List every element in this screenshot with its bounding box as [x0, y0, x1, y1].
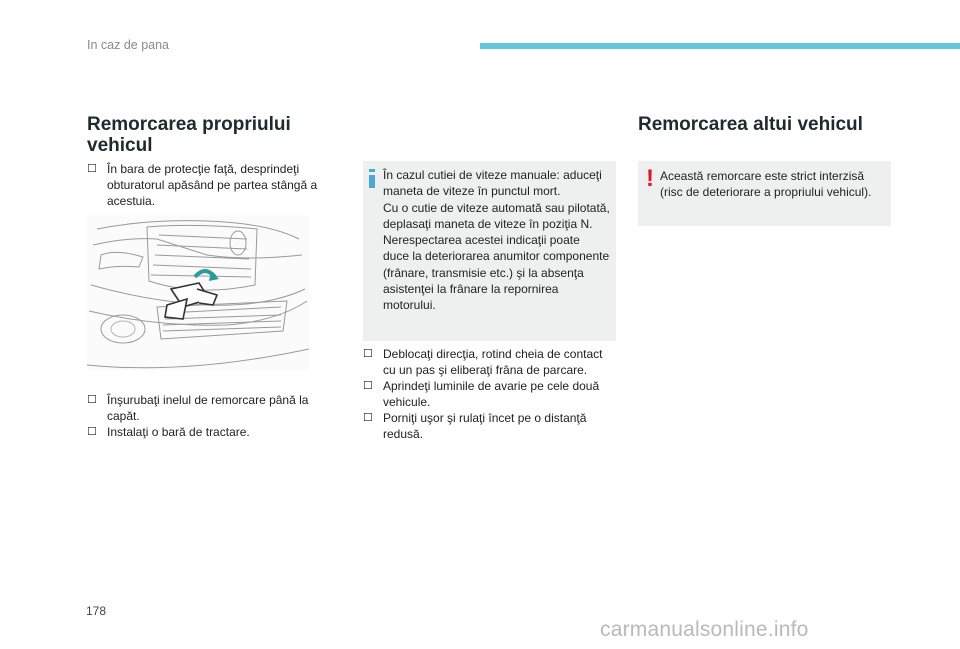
steps-bottom-list: [87, 392, 325, 440]
list-item: ☐ Înşurubaţi inelul de remorcare până la capăt.: [87, 393, 309, 423]
list-item: ☐ Instalaţi o bară de tractare.: [87, 425, 250, 439]
checkbox-bullet-icon: ☐: [363, 380, 373, 392]
list-item: ☐ Porniţi uşor şi rulaţi încet pe o distanţă redusă.: [363, 411, 587, 441]
steps-middle-list: [363, 346, 615, 442]
steps-top-list: [87, 161, 325, 209]
info-text: În cazul cutiei de viteze manuale: aduceţi maneta de viteze în punctul mort. Cu o cutie de viteze automată sau pilotată, deplasaţi maneta de viteze în poziţia N. Nerespectarea acestei indicaţii poate duce la deteriorarea anumitor componente (frânare, transmisie etc.) şi la absenţa asistenţei la frânare la repornirea motorului.: [383, 168, 610, 313]
checkbox-bullet-icon: ☐: [87, 426, 97, 438]
warning-icon: !: [646, 165, 654, 192]
warning-text: Această remorcare este strict interzisă (risc de deteriorare a propriului vehicul).: [660, 169, 872, 200]
section-accent-bar: [480, 43, 960, 49]
list-item: ☐ Aprindeţi luminile de avarie pe cele două vehicule.: [363, 379, 600, 409]
heading-other-vehicle: Remorcarea altui vehicul: [638, 114, 863, 135]
section-title: In caz de pana: [87, 38, 170, 52]
checkbox-bullet-icon: ☐: [87, 394, 97, 406]
info-icon: [369, 169, 375, 188]
list-item: ☐ Deblocaţi direcţia, rotind cheia de contact cu un pas şi eliberaţi frâna de parcare.: [363, 347, 603, 377]
checkbox-bullet-icon: ☐: [87, 163, 97, 175]
list-item: ☐ În bara de protecţie faţă, desprindeţi obturatorul apăsând pe partea stângă a acestuia.: [87, 162, 318, 208]
watermark: carmanualsonline.info: [600, 618, 809, 641]
page-number: 178: [86, 604, 107, 618]
checkbox-bullet-icon: ☐: [363, 348, 373, 360]
heading-own-vehicle: Remorcarea propriului vehicul: [87, 114, 291, 156]
bumper-illustration: [87, 215, 309, 370]
checkbox-bullet-icon: ☐: [363, 412, 373, 424]
